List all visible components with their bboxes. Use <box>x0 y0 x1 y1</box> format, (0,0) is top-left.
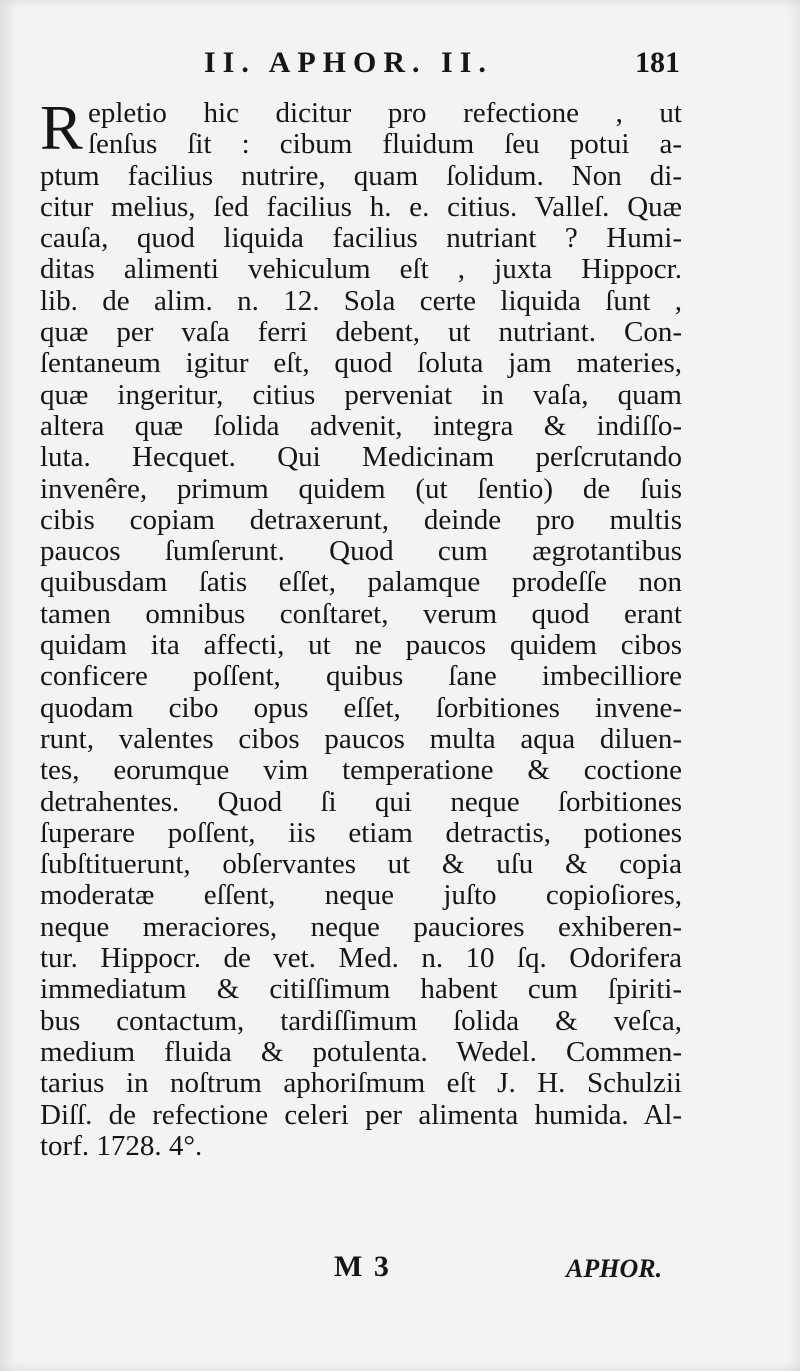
text-line: quæ ingeritur, citius perveniat in vaſa, quam <box>40 378 682 411</box>
text-line: tur. Hippocr. de vet. Med. n. 10 ſq. Odorifera <box>40 942 682 975</box>
text-line: quidam ita affecti, ut ne paucos quidem cibos <box>40 629 682 662</box>
text-line: cauſa, quod liquida facilius nutriant ? Humi- <box>40 222 682 255</box>
text-line: cibis copiam detraxerunt, deinde pro multis <box>40 503 682 536</box>
running-head <box>0 46 800 86</box>
drop-cap: R <box>40 92 83 163</box>
text-line: ptum facilius nutrire, quam ſolidum. Non di- <box>40 159 682 192</box>
text-line: tes, eorumque vim temperatione & coctione <box>40 754 682 787</box>
page-footer <box>0 1250 800 1290</box>
text-line: runt, valentes cibos paucos multa aqua diluen- <box>40 722 682 755</box>
text-line: tarius in noſtrum aphoriſmum eſt J. H. Schulzii <box>40 1067 682 1100</box>
text-line: ſuperare poſſent, iis etiam detractis, potiones <box>40 816 682 849</box>
text-line: quæ per vaſa ferri debent, ut nutriant. Con- <box>40 316 682 349</box>
opening-paragraph <box>40 92 682 163</box>
text-line: detrahentes. Quod ſi qui neque ſorbitiones <box>40 785 682 818</box>
text-line: bus contactum, tardiſſimum ſolida & veſca, <box>40 1004 682 1037</box>
text-line: lib. de alim. n. 12. Sola certe liquida ſunt , <box>40 284 682 317</box>
text-line: medium fluida & potulenta. Wedel. Commen- <box>40 1035 682 1068</box>
running-title: II. APHOR. II. <box>204 46 493 79</box>
signature-mark: M 3 <box>334 1250 391 1283</box>
text-line: moderatæ eſſent, neque juſto copioſiores, <box>40 879 682 912</box>
text-line: epletio hic dicitur pro refectione , ut <box>88 97 682 129</box>
text-line: ſentaneum igitur eſt, quod ſoluta jam materies, <box>40 347 682 380</box>
text-line: quodam cibo opus eſſet, ſorbitiones invene- <box>40 691 682 724</box>
text-line: citur melius, ſed facilius h. e. citius. Valleſ. Quæ <box>40 190 682 223</box>
text-line: neque meraciores, neque pauciores exhiberen- <box>40 910 682 943</box>
text-line: luta. Hecquet. Qui Medicinam perſcrutando <box>40 441 682 474</box>
text-line: conficere poſſent, quibus ſane imbecilliore <box>40 660 682 693</box>
text-line: altera quæ ſolida advenit, integra & indiſſo- <box>40 409 682 442</box>
text-lines <box>40 161 682 1163</box>
text-line: Diſſ. de refectione celeri per alimenta humida. Al- <box>40 1098 682 1131</box>
catchword: APHOR. <box>566 1254 663 1283</box>
text-line: ſenſus ſit : cibum fluidum ſeu potui a- <box>88 128 682 161</box>
text-line: torf. 1728. 4°. <box>40 1129 203 1162</box>
text-line: tamen omnibus conſtaret, verum quod erant <box>40 597 682 630</box>
page-number: 181 <box>635 46 680 79</box>
text-line: invenêre, primum quidem (ut ſentio) de ſuis <box>40 472 682 505</box>
text-line: immediatum & citiſſimum habent cum ſpiriti- <box>40 973 682 1006</box>
body-text <box>40 92 682 1198</box>
text-line: quibusdam ſatis eſſet, palamque prodeſſe non <box>40 566 682 599</box>
text-line: ditas alimenti vehiculum eſt , juxta Hippocr. <box>40 253 682 286</box>
text-line: paucos ſumſerunt. Quod cum ægrotantibus <box>40 535 682 568</box>
text-line: ſubſtituerunt, obſervantes ut & uſu & copia <box>40 848 682 881</box>
